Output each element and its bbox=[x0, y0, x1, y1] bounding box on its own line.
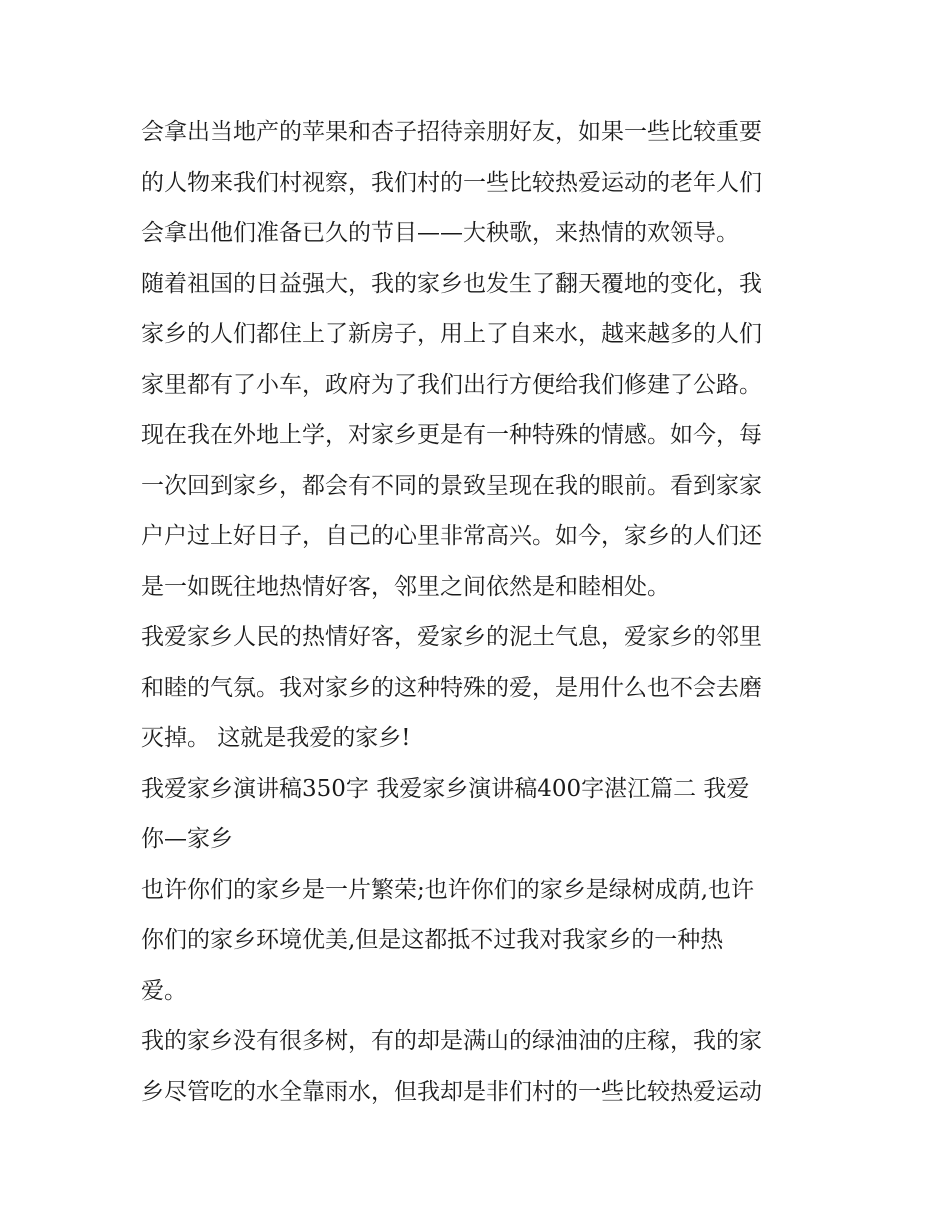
text-line: 我的家乡没有很多树，有的却是满山的绿油油的庄稼，我的家 bbox=[141, 1028, 762, 1054]
text-line: 现在我在外地上学，对家乡更是有一种特殊的情感。如今，每 bbox=[141, 422, 762, 448]
text-line: 是一如既往地热情好客，邻里之间依然是和睦相处。 bbox=[141, 573, 670, 600]
text-line: 你们的家乡环境优美,但是这都抵不过我对我家乡的一种热 bbox=[141, 927, 724, 953]
text-line: 随着祖国的日益强大，我的家乡也发生了翻天覆地的变化，我 bbox=[141, 270, 762, 297]
text-line: 一次回到家乡，都会有不同的景致呈现在我的眼前。看到家家 bbox=[141, 472, 762, 499]
text-line: 灭掉。 这就是我爱的家乡! bbox=[141, 725, 411, 751]
text-line: 会拿出当地产的苹果和杏子招待亲朋好友，如果一些比较重要 bbox=[141, 119, 762, 145]
text-line: 和睦的气氛。我对家乡的这种特殊的爱，是用什么也不会去磨 bbox=[141, 674, 762, 701]
body-text bbox=[141, 107, 821, 1117]
text-line: 家里都有了小车，政府为了我们出行方便给我们修建了公路。 bbox=[141, 371, 762, 398]
text-line: 会拿出他们准备已久的节目——大秧歌，来热情的欢领导。 bbox=[141, 220, 739, 246]
text-line: 爱。 bbox=[141, 977, 187, 1004]
text-line: 乡尽管吃的水全靠雨水，但我却是非们村的一些比较热爱运动 bbox=[141, 1078, 762, 1105]
text-line: 你—家乡 bbox=[141, 826, 233, 852]
text-line: 家乡的人们都住上了新房子，用上了自来水，越来越多的人们 bbox=[141, 321, 762, 347]
text-line: 户户过上好日子，自己的心里非常高兴。如今，家乡的人们还 bbox=[141, 523, 762, 549]
text-line: 的人物来我们村视察，我们村的一些比较热爱运动的老年人们 bbox=[141, 169, 762, 196]
text-line: 也许你们的家乡是一片繁荣;也许你们的家乡是绿树成荫,也许 bbox=[141, 876, 755, 903]
text-line: 我爱家乡演讲稿350字 我爱家乡演讲稿400字湛江篇二 我爱 bbox=[141, 775, 750, 802]
text-line: 我爱家乡人民的热情好客，爱家乡的泥土气息，爱家乡的邻里 bbox=[141, 624, 762, 650]
